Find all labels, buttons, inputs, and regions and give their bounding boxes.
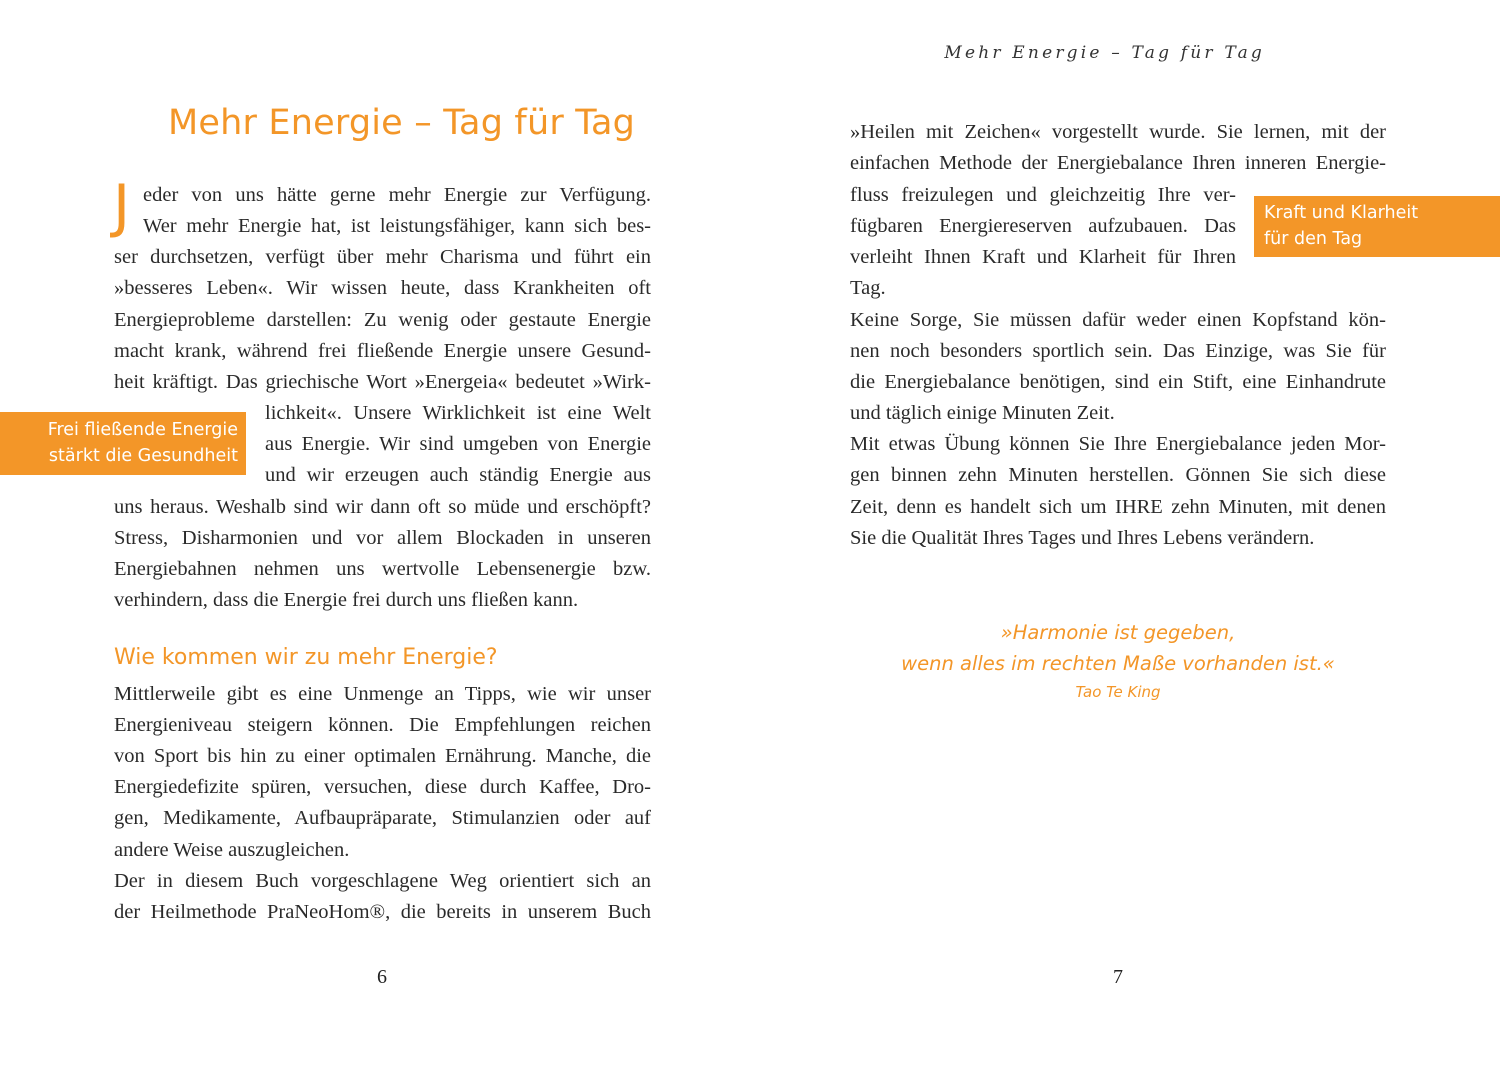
body-line: fluss freizulegen und gleichzeitig Ihre ver- — [850, 184, 1236, 206]
body-line: einfachen Methode der Energiebalance Ihren inneren Energie- — [850, 152, 1386, 174]
body-line: »besseres Leben«. Wir wissen heute, dass Krankheiten oft — [114, 277, 651, 299]
body-line: und wir erzeugen auch ständig Energie aus — [265, 464, 651, 486]
margin-note — [1254, 196, 1500, 257]
chapter-title: Mehr Energie – Tag für Tag — [168, 103, 636, 143]
page-number: 6 — [377, 966, 387, 988]
body-line: Mittlerweile gibt es eine Unmenge an Tipps, wie wir unser — [114, 683, 651, 705]
body-line: gen binnen zehn Minuten herstellen. Gönnen Sie sich diese — [850, 464, 1386, 486]
margin-note-line: für den Tag — [1264, 229, 1363, 249]
section-heading: Wie kommen wir zu mehr Energie? — [114, 645, 498, 670]
body-line: macht krank, während frei fließende Energie unsere Gesund- — [114, 340, 651, 362]
body-line: lichkeit«. Unsere Wirklichkeit ist eine Welt — [265, 402, 651, 424]
page-number: 7 — [1113, 966, 1123, 988]
body-line: Keine Sorge, Sie müssen dafür weder einen Kopfstand kön- — [850, 309, 1386, 331]
body-line: Energiedefizite spüren, versuchen, diese durch Kaffee, Dro- — [114, 776, 651, 798]
body-line: Sie die Qualität Ihres Tages und Ihres Lebens verändern. — [850, 527, 1315, 549]
quote-source: Tao Te King — [1075, 683, 1161, 701]
margin-note-line: stärkt die Gesundheit — [48, 446, 238, 466]
body-line: uns heraus. Weshalb sind wir dann oft so müde und erschöpft? — [114, 496, 651, 518]
body-line: eder von uns hätte gerne mehr Energie zur Verfügung. — [143, 184, 651, 206]
body-line: Wer mehr Energie hat, ist leistungsfähiger, kann sich bes- — [143, 215, 651, 237]
epigraph-quote — [850, 617, 1386, 705]
body-line: von Sport bis hin zu einer optimalen Ernährung. Manche, die — [114, 745, 651, 767]
body-line: Der in diesem Buch vorgeschlagene Weg orientiert sich an — [114, 870, 651, 892]
body-line: fügbaren Energiereserven aufzubauen. Das — [850, 215, 1236, 237]
body-line: gen, Medikamente, Aufbaupräparate, Stimulanzien oder auf — [114, 807, 651, 829]
body-line: verhindern, dass die Energie frei durch uns fließen kann. — [114, 589, 579, 611]
body-line: und täglich einige Minuten Zeit. — [850, 402, 1115, 424]
body-line: Mit etwas Übung können Sie Ihre Energiebalance jeden Mor- — [850, 433, 1386, 455]
body-line: verleiht Ihnen Kraft und Klarheit für Ihren — [850, 246, 1236, 268]
running-head: Mehr Energie – Tag für Tag — [944, 43, 1265, 63]
body-line: Zeit, denn es handelt sich um IHRE zehn Minuten, mit denen — [850, 496, 1386, 518]
body-line: die Energiebalance benötigen, sind ein Stift, eine Einhandrute — [850, 371, 1386, 393]
body-line: Tag. — [850, 277, 886, 299]
drop-cap: J — [113, 172, 131, 240]
body-line: ser durchsetzen, verfügt über mehr Charisma und führt ein — [114, 246, 651, 268]
body-line: der Heilmethode PraNeoHom®, die bereits in unserem Buch — [114, 901, 651, 923]
margin-note-line: Frei fließende Energie — [47, 420, 238, 440]
body-line: aus Energie. Wir sind umgeben von Energie — [265, 433, 651, 455]
body-line: Stress, Disharmonien und vor allem Blockaden in unseren — [114, 527, 651, 549]
body-line: Energieprobleme darstellen: Zu wenig oder gestaute Energie — [114, 309, 651, 331]
body-line: andere Weise auszugleichen. — [114, 839, 350, 861]
body-line: Energiebahnen nehmen uns wertvolle Lebensenergie bzw. — [114, 558, 651, 580]
body-line: »Heilen mit Zeichen« vorgestellt wurde. Sie lernen, mit der — [850, 121, 1386, 143]
right-page — [750, 0, 1500, 1079]
body-line: heit kräftigt. Das griechische Wort »Energeia« bedeutet »Wirk- — [114, 371, 651, 393]
body-line: Energieniveau steigern können. Die Empfehlungen reichen — [114, 714, 651, 736]
margin-note — [0, 412, 246, 475]
quote-line: wenn alles im rechten Maße vorhanden ist.« — [901, 652, 1335, 675]
quote-line: »Harmonie ist gegeben, — [1000, 621, 1236, 644]
margin-note-line: Kraft und Klarheit — [1264, 203, 1419, 223]
body-line: nen noch besonders sportlich sein. Das Einzige, was Sie für — [850, 340, 1386, 362]
